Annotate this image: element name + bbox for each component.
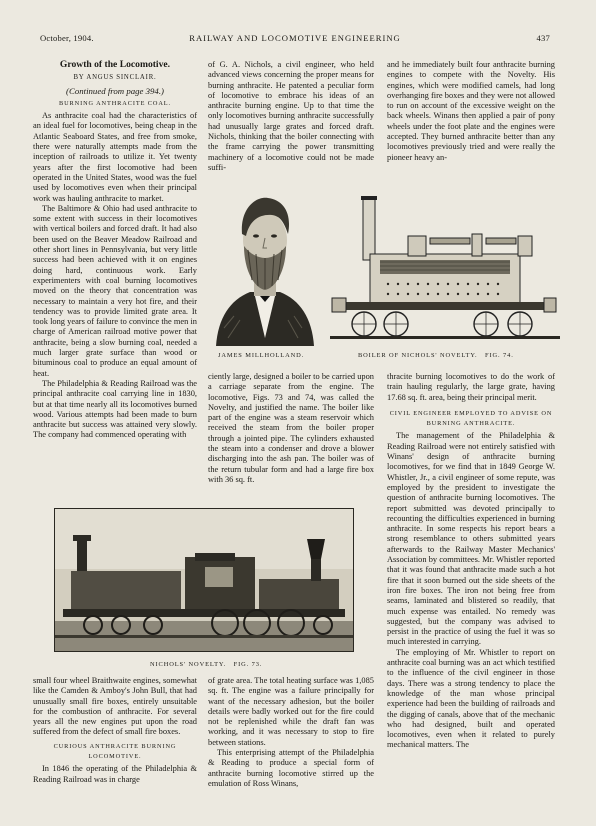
paragraph: of grate area. The total heating surface was 1,085 sq. ft. The engine was a failure principally for want of the necessary adhesion, but the boiler details were badly worked out for the fire could not be replenished while the draft fan was working, and it was necessary to stop to fire between stations. [208, 676, 374, 747]
boiler-line-drawing [330, 194, 560, 344]
boiler-drawing [330, 194, 560, 344]
paragraph: The Philadelphia & Reading Railroad was the principal anthracite coal carrying line in 1830, but at that time nearly all its locomotives burned wood. Various attempts had been made to burn anthracite but success was attained very slowly. The company had commenced operating with [33, 378, 197, 440]
continued-note: (Continued from page 394.) [66, 85, 164, 96]
paragraph: As anthracite coal had the characteristics of an ideal fuel for locomotives, being cheap in the Atlantic Seaboard States, and free from smoke, there were naturally attempts made from the inception of railroads to utilize it. Yet twenty years after the first locomotive had been operated in the United States, wood was the fuel used by locomotives even when their principal work was hauling anthracite to market. [33, 111, 197, 203]
locomotive-photo [54, 508, 354, 652]
column-3-top [387, 60, 555, 163]
fig74-title: BOILER OF NICHOLS' NOVELTY. [358, 352, 478, 359]
paragraph: thracite burning locomotives to do the work of train hauling regularly, the large grate, having 17.68 sq. ft. area, being their principal merit. [387, 372, 555, 402]
fig73-title: NICHOLS' NOVELTY. [150, 661, 227, 668]
running-header [40, 33, 550, 45]
column-1-top [33, 60, 197, 441]
portrait-engraving [210, 188, 320, 346]
paragraph: and he immediately built four anthracite burning engines to compete with the Novelty. His engines, which were modified camels, had long overhanging fire boxes and they were not allowed to run on account of the excessive weight on the back wheels. Winans then applied a pair of pony wheels under the foot plate and the engines were accepted. They burned anthracite better than any locomotives previously tried and were really the pioneer heavy an- [387, 60, 555, 162]
paragraph: In 1846 the operating of the Philadelphia & Reading Railroad was in charge [33, 764, 197, 784]
paragraph: This enterprising attempt of the Philadelphia & Reading to produce a special form of anthracite burning locomotive stirred up the emulation of Ross Winans, [208, 748, 374, 788]
portrait-image [210, 188, 320, 346]
section-heading-civil-engineer: CIVIL ENGINEER EMPLOYED TO ADVISE ON BURNING ANTHRACITE. [389, 409, 553, 428]
column-3-lower [387, 372, 555, 751]
fig73-caption [150, 661, 262, 668]
fig73-number: FIG. 73. [233, 661, 263, 668]
paragraph: The management of the Philadelphia & Reading Railroad were not entirely satisfied with Winans' design of anthracite burning locomotives, for we find that in 1849 George W. Whistler, Jr., a civil engineer of some repute, was employed by the president to investigate the question of anthracite burning locomotives. The report submitted was devoted principally to recounting the difficulties experienced in burning anthracite. In some respects his report bears a strong resemblance to others submitted years afterwards to the Railway Master Mechanics' Association by committees. Mr. Whistler reported that it was found that anthracite made such a hot fire that it soon burned out the side sheets of the iron fire boxes. The iron not being free from seams, laminated and blistered so readily, that much expense was entailed. No remedy was suggested, but the company was advised to persist in the practice of using the fuel it was so much interested in carrying. [387, 431, 555, 647]
fig74-number: FIG. 74. [485, 352, 514, 359]
journal-title: RAILWAY AND LOCOMOTIVE ENGINEERING [189, 33, 401, 43]
article-title: Growth of the Locomotive. [59, 59, 171, 70]
section-heading-curious-locomotive: CURIOUS ANTHRACITE BURNING LOCOMOTIVE. [53, 742, 177, 761]
article-byline: BY ANGUS SINCLAIR. [73, 74, 157, 82]
paragraph: small four wheel Braithwaite engines, somewhat like the Camden & Amboy's John Bull, that had unusually small fire boxes, entirely unsuitable for the combustion of anthracite. For several years all the new engines put upon the road suffered from the defect of small fire boxes. [33, 676, 197, 737]
locomotive-photo-image [55, 509, 353, 651]
page-number: 437 [536, 33, 550, 43]
paragraph: The employing of Mr. Whistler to report on anthracite coal burning was an act which testified to the influence of the civil engineer in those days. There was a strong tendency to place the knowledge of the man whose principal experience had been the building of railroads and the digging of canals, above that of the mechanic who had designed, built and operated locomotives, even when it related to purely mechanical matters. The [387, 647, 555, 750]
fig74-caption [358, 352, 514, 359]
paragraph: ciently large, designed a boiler to be carried upon a carriage separate from the engine. The locomotive, Figs. 73 and 74, was called the Novelty, and justified the name. The boiler like part of the engine was a steam reservoir which received the steam from the boiler proper through a jointed pipe. The cylinders exhausted the steam into a condenser and drove a blower discharging into the ash pan. The boiler was of the return tubular form and had a large fire box with 36 sq. ft. [208, 372, 374, 484]
column-2-top [208, 60, 374, 173]
column-2-bottom [208, 676, 374, 789]
column-2-middle [208, 372, 374, 485]
paragraph: The Baltimore & Ohio had used anthracite to some extent with success in their locomotives with vertical boilers and forced draft. It had also been used on the Beaver Meadow Railroad and other short lines in Pennsylvania, but very little success had been achieved with it on engines doing hard, continuous work. Early experimenters with coal burning locomotives moved on the theory that concentration was necessary to maintain a very hot fire, and their tendency was to provide limited grate area. It took long years of failure to convince the men in charge of American railroad motive power that anthracite, being a slow burning coal, needed a much larger grate surface than wood or bituminous coal to produce an equal amount of heat. [33, 203, 197, 378]
section-heading-burning-anthracite: BURNING ANTHRACITE COAL. [58, 99, 172, 107]
issue-date: October, 1904. [40, 33, 94, 43]
column-1-bottom [33, 676, 197, 785]
paragraph: of G. A. Nichols, a civil engineer, who held advanced views concerning the proper means for burning anthracite. He patented a peculiar form of locomotive to embrace his ideas of an anthracite burning engine. Up to that time the only locomotives burning anthracite successfully had unusually large grates and forced draft. Nichols, thinking that the boiler connecting with the frame carrying the power transmitting machinery of a locomotive could not be made suffi- [208, 60, 374, 172]
portrait-caption: JAMES MILLHOLLAND. [218, 352, 305, 359]
